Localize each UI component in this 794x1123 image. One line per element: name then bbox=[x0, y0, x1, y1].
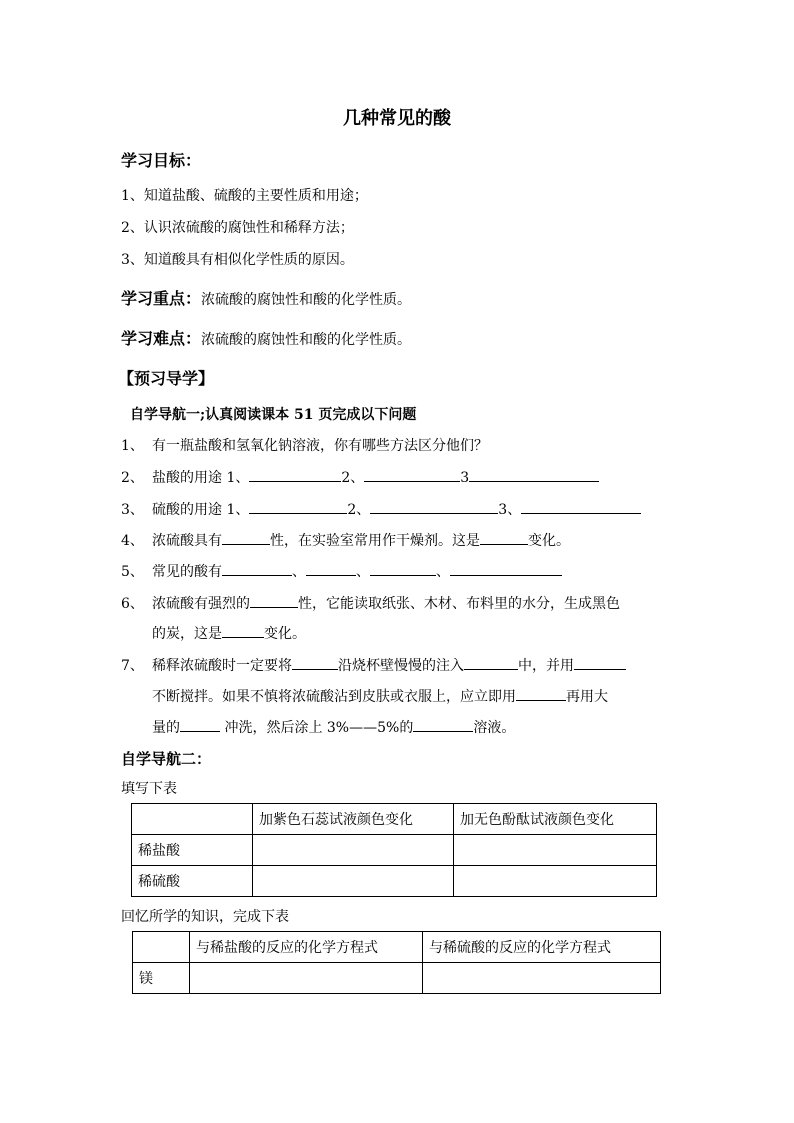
answer-blank[interactable] bbox=[222, 530, 270, 545]
preview-heading: 【预习导学】 bbox=[118, 369, 215, 388]
answer-cell[interactable] bbox=[253, 835, 454, 866]
answer-blank[interactable] bbox=[249, 499, 347, 514]
answer-cell[interactable] bbox=[423, 963, 661, 994]
separator: 、 bbox=[356, 564, 370, 580]
question-text: 冲洗，然后涂上 3%——5%的 bbox=[220, 720, 414, 736]
page-title: 几种常见的酸 bbox=[343, 108, 451, 129]
question-3 bbox=[121, 499, 641, 519]
table-header-cell: 与稀硫酸的反应的化学方程式 bbox=[423, 932, 661, 963]
question-text: 中，并用 bbox=[518, 658, 574, 674]
answer-blank[interactable] bbox=[469, 467, 599, 482]
question-number: 2、 bbox=[121, 470, 144, 486]
objective-2: 2、认识浓硫酸的腐蚀性和稀释方法； bbox=[121, 220, 354, 236]
answer-blank[interactable] bbox=[306, 561, 356, 576]
question-5 bbox=[121, 561, 562, 581]
difficulty bbox=[121, 326, 411, 349]
answer-cell[interactable] bbox=[454, 866, 657, 897]
answer-blank[interactable] bbox=[516, 686, 566, 701]
question-number: 3、 bbox=[121, 502, 144, 518]
answer-blank[interactable] bbox=[413, 717, 473, 732]
table-header-cell: 与稀盐酸的反应的化学方程式 bbox=[190, 932, 423, 963]
question-6 bbox=[121, 593, 620, 613]
recall-table-label: 回忆所学的知识，完成下表 bbox=[121, 909, 289, 925]
table-header-row bbox=[132, 804, 657, 835]
question-text: 稀释浓硫酸时一定要将 bbox=[152, 658, 292, 674]
answer-blank[interactable] bbox=[574, 655, 626, 670]
question-number: 7、 bbox=[121, 658, 144, 674]
question-text: 2、 bbox=[341, 470, 365, 486]
answer-blank[interactable] bbox=[222, 561, 292, 576]
table-row bbox=[133, 963, 661, 994]
fill-table-label: 填写下表 bbox=[121, 781, 177, 797]
indicator-table bbox=[131, 803, 657, 897]
question-text: 性，在实验室常用作干燥剂。这是 bbox=[270, 533, 480, 549]
question-text: 的炭，这是 bbox=[152, 626, 222, 642]
question-number: 6、 bbox=[121, 596, 144, 612]
row-label: 稀盐酸 bbox=[132, 835, 253, 866]
table-header-row bbox=[133, 932, 661, 963]
objective-1: 1、知道盐酸、硫酸的主要性质和用途； bbox=[121, 188, 368, 204]
question-text: 再用大 bbox=[566, 689, 608, 705]
question-text: 浓硫酸具有 bbox=[152, 533, 222, 549]
answer-blank[interactable] bbox=[292, 655, 338, 670]
question-4 bbox=[121, 530, 570, 550]
answer-blank[interactable] bbox=[450, 561, 562, 576]
question-number: 5、 bbox=[121, 564, 144, 580]
question-7 bbox=[121, 655, 626, 675]
answer-blank[interactable] bbox=[250, 593, 298, 608]
table-header-cell: 加紫色石蕊试液颜色变化 bbox=[253, 804, 454, 835]
difficulty-text: 浓硫酸的腐蚀性和酸的化学性质。 bbox=[201, 332, 412, 348]
separator: 、 bbox=[292, 564, 306, 580]
question-text: 变化。 bbox=[264, 626, 306, 642]
nav2-heading: 自学导航二： bbox=[121, 750, 212, 768]
question-2 bbox=[121, 467, 599, 487]
question-7-continued-2 bbox=[152, 717, 515, 737]
answer-blank[interactable] bbox=[180, 717, 220, 732]
separator: 、 bbox=[436, 564, 450, 580]
answer-blank[interactable] bbox=[464, 655, 518, 670]
answer-blank[interactable] bbox=[249, 467, 341, 482]
key-point bbox=[121, 286, 411, 309]
answer-cell[interactable] bbox=[253, 866, 454, 897]
question-text: 沿烧杯壁慢慢的注入 bbox=[338, 658, 464, 674]
question-number: 1、 bbox=[121, 438, 144, 454]
question-text: 硫酸的用途 1、 bbox=[152, 502, 250, 518]
question-text: 变化。 bbox=[528, 533, 570, 549]
question-7-continued-1 bbox=[152, 686, 608, 706]
question-text: 2、 bbox=[347, 502, 371, 518]
table-row bbox=[132, 835, 657, 866]
answer-blank[interactable] bbox=[364, 467, 460, 482]
question-text: 溶液。 bbox=[473, 720, 516, 736]
objective-3: 3、知道酸具有相似化学性质的原因。 bbox=[121, 252, 354, 268]
question-text: 不断搅拌。如果不慎将浓硫酸沾到皮肤或衣服上，应立即用 bbox=[152, 689, 516, 705]
row-label: 稀硫酸 bbox=[132, 866, 253, 897]
answer-blank[interactable] bbox=[370, 499, 498, 514]
key-point-label: 学习重点： bbox=[121, 289, 202, 308]
key-point-text: 浓硫酸的腐蚀性和酸的化学性质。 bbox=[201, 292, 412, 308]
answer-blank[interactable] bbox=[222, 623, 264, 638]
reaction-table bbox=[132, 931, 661, 994]
question-text: 3 bbox=[460, 470, 470, 486]
table-header-cell bbox=[133, 932, 190, 963]
answer-blank[interactable] bbox=[370, 561, 436, 576]
question-6-continued bbox=[152, 623, 306, 643]
question-text: 有一瓶盐酸和氢氧化钠溶液，你有哪些方法区分他们？ bbox=[152, 438, 488, 454]
row-label: 镁 bbox=[133, 963, 190, 994]
nav1-heading: 自学导航一;认真阅读课本 51 页完成以下问题 bbox=[130, 407, 417, 423]
question-text: 3、 bbox=[498, 502, 522, 518]
difficulty-label: 学习难点： bbox=[121, 329, 202, 348]
question-number: 4、 bbox=[121, 533, 144, 549]
answer-blank[interactable] bbox=[480, 530, 528, 545]
answer-blank[interactable] bbox=[521, 499, 641, 514]
question-1 bbox=[121, 435, 488, 455]
question-text: 常见的酸有 bbox=[152, 564, 222, 580]
answer-cell[interactable] bbox=[454, 835, 657, 866]
table-header-cell bbox=[132, 804, 253, 835]
question-text: 性，它能读取纸张、木材、布料里的水分，生成黑色 bbox=[298, 596, 620, 612]
table-row bbox=[132, 866, 657, 897]
objectives-heading: 学习目标： bbox=[121, 151, 202, 170]
answer-cell[interactable] bbox=[190, 963, 423, 994]
question-text: 量的 bbox=[152, 720, 180, 736]
table-header-cell: 加无色酚酞试液颜色变化 bbox=[454, 804, 657, 835]
question-text: 盐酸的用途 1、 bbox=[152, 470, 250, 486]
question-text: 浓硫酸有强烈的 bbox=[152, 596, 250, 612]
